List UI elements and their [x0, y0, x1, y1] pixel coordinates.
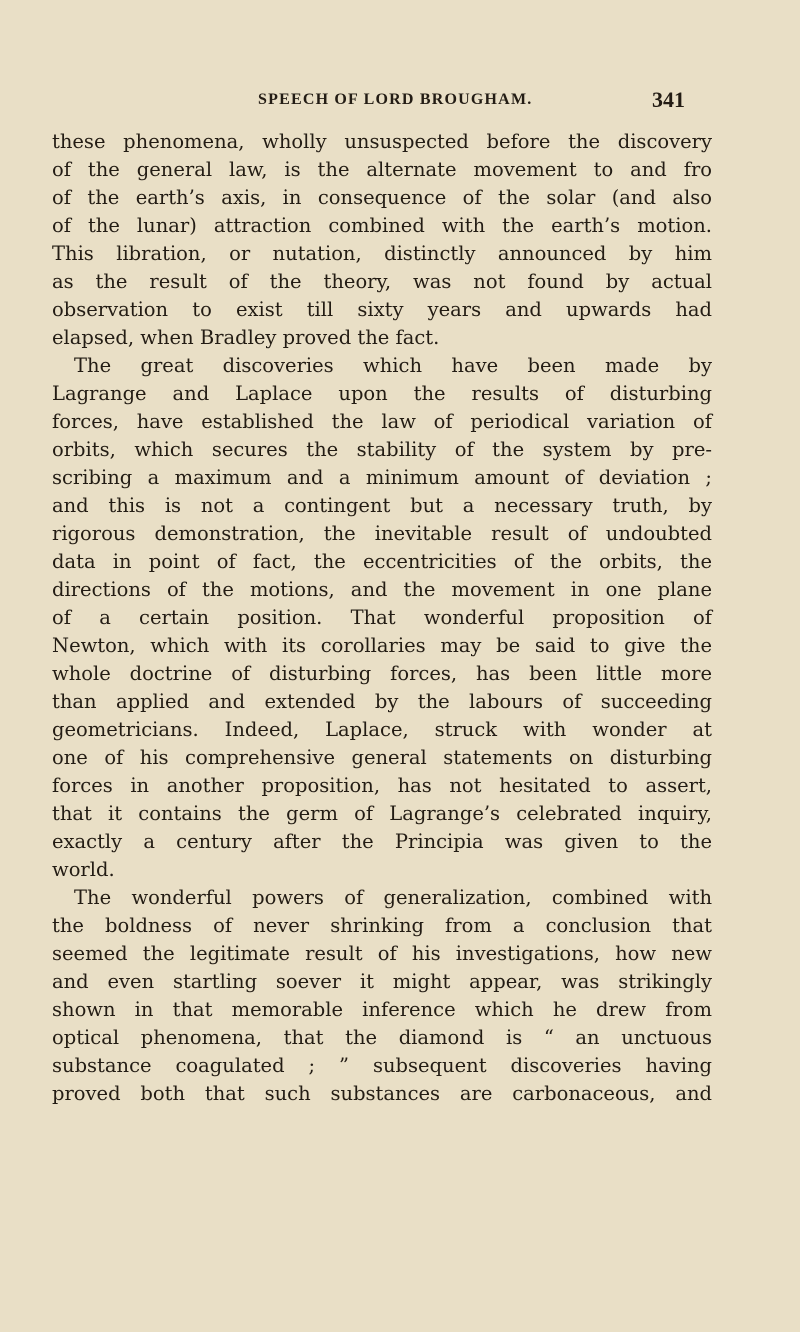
- text-line-35: proved both that such substances are carbonaceous, and: [52, 1082, 712, 1105]
- text-line-11: forces, have established the law of periodical variation of: [52, 410, 712, 433]
- text-line-21: than applied and extended by the labours of succeeding: [52, 690, 712, 713]
- text-line-32: shown in that memorable inference which he drew from: [52, 998, 712, 1021]
- text-line-30: seemed the legitimate result of his investigations, how new: [52, 942, 712, 965]
- text-line-26: exactly a century after the Principia was given to the: [52, 830, 712, 853]
- text-line-5: This libration, or nutation, distinctly announced by him: [52, 242, 712, 265]
- text-line-10: Lagrange and Laplace upon the results of disturbing: [52, 382, 712, 405]
- text-line-2: of the general law, is the alternate movement to and fro: [52, 158, 712, 181]
- text-line-27: world.: [52, 858, 115, 881]
- text-line-7: observation to exist till sixty years and upwards had: [52, 298, 712, 321]
- text-line-31: and even startling soever it might appear, was strikingly: [52, 970, 712, 993]
- text-line-25: that it contains the germ of Lagrange’s celebrated inquiry,: [52, 802, 712, 825]
- text-line-34: substance coagulated ; ” subsequent discoveries having: [52, 1054, 712, 1077]
- text-line-14: and this is not a contingent but a necessary truth, by: [52, 494, 712, 517]
- text-line-6: as the result of the theory, was not found by actual: [52, 270, 712, 293]
- text-line-15: rigorous demonstration, the inevitable result of undoubted: [52, 522, 712, 545]
- text-line-19: Newton, which with its corollaries may be said to give the: [52, 634, 712, 657]
- text-line-28: The wonderful powers of generalization, combined with: [74, 886, 712, 909]
- text-line-4: of the lunar) attraction combined with the earth’s motion.: [52, 214, 712, 237]
- text-line-18: of a certain position. That wonderful proposition of: [52, 606, 712, 629]
- text-line-23: one of his comprehensive general statements on disturbing: [52, 746, 712, 769]
- text-line-22: geometricians. Indeed, Laplace, struck with wonder at: [52, 718, 712, 741]
- text-line-24: forces in another proposition, has not hesitated to assert,: [52, 774, 712, 797]
- text-line-3: of the earth’s axis, in consequence of the solar (and also: [52, 186, 712, 209]
- page-number: 341: [652, 87, 685, 112]
- text-line-33: optical phenomena, that the diamond is “ an unctuous: [52, 1026, 712, 1049]
- text-line-16: data in point of fact, the eccentricities of the orbits, the: [52, 550, 712, 573]
- text-line-8: elapsed, when Bradley proved the fact.: [52, 326, 440, 349]
- running-head-title: SPEECH OF LORD BROUGHAM.: [258, 91, 533, 108]
- text-line-1: these phenomena, wholly unsuspected before the discovery: [52, 130, 712, 153]
- text-line-29: the boldness of never shrinking from a conclusion that: [52, 914, 712, 937]
- text-line-12: orbits, which secures the stability of the system by pre-: [52, 438, 712, 461]
- text-line-20: whole doctrine of disturbing forces, has been little more: [52, 662, 712, 685]
- text-line-17: directions of the motions, and the movement in one plane: [52, 578, 712, 601]
- text-line-9: The great discoveries which have been made by: [74, 354, 712, 377]
- text-line-13: scribing a maximum and a minimum amount of deviation ;: [52, 466, 712, 489]
